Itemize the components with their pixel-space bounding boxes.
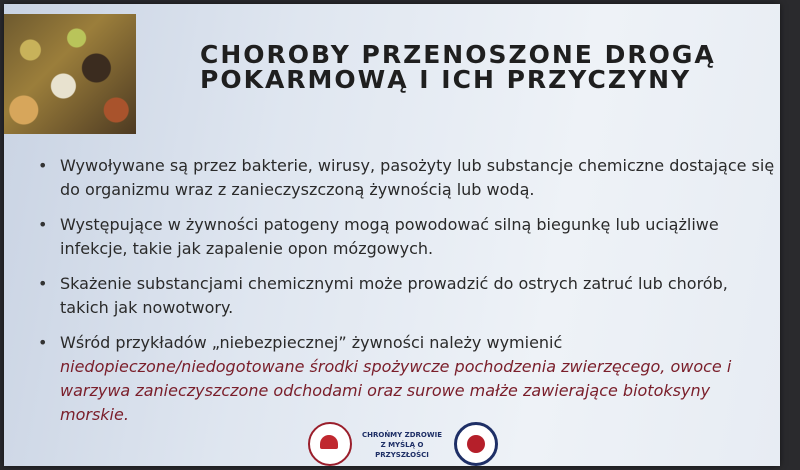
sanitary-inspection-emblem-icon xyxy=(454,422,498,466)
bullet-icon: • xyxy=(38,156,48,175)
footer-logos xyxy=(308,420,498,466)
bullet-icon: • xyxy=(38,333,48,352)
list-item xyxy=(38,331,778,427)
list-item xyxy=(38,213,778,261)
footer-slogan xyxy=(356,430,448,460)
bullet-text: Wywoływane są przez bakterie, wirusy, pasożyty lub substancje chemiczne dostające się do organizmu wraz z zanieczyszczoną żywnością lub wodą. xyxy=(60,156,775,199)
title-line-1: CHOROBY PRZENOSZONE DROGĄ xyxy=(200,40,716,69)
bullet-list xyxy=(38,154,778,438)
campaign-logo-icon xyxy=(308,422,352,466)
presentation-slide xyxy=(4,4,780,466)
list-item xyxy=(38,154,778,202)
bullet-icon: • xyxy=(38,215,48,234)
slogan-line-2: Z MYŚLĄ O PRZYSZŁOŚCI xyxy=(375,441,429,459)
slogan-line-1: CHROŃMY ZDROWIE xyxy=(361,431,442,439)
bullet-icon: • xyxy=(38,274,48,293)
bullet-emphasis-text: niedopieczone/niedogotowane środki spożywcze pochodzenia zwierzęcego, owoce i warzywa zanieczyszczone odchodami oraz surowe małże zawierające biotoksyny morskie. xyxy=(60,357,732,424)
bullet-text: Wśród przykładów „niebezpiecznej” żywności należy wymienić xyxy=(60,333,563,352)
bullet-text: Występujące w żywności patogeny mogą powodować silną biegunkę lub uciążliwe infekcje, takie jak zapalenie opon mózgowych. xyxy=(60,215,719,258)
title-line-2: POKARMOWĄ I ICH PRZYCZYNY xyxy=(200,65,692,94)
food-photo-image xyxy=(4,14,136,134)
slide-title xyxy=(200,42,720,92)
list-item xyxy=(38,272,778,320)
bullet-text: Skażenie substancjami chemicznymi może prowadzić do ostrych zatruć lub chorób, takich jak nowotwory. xyxy=(60,274,728,317)
